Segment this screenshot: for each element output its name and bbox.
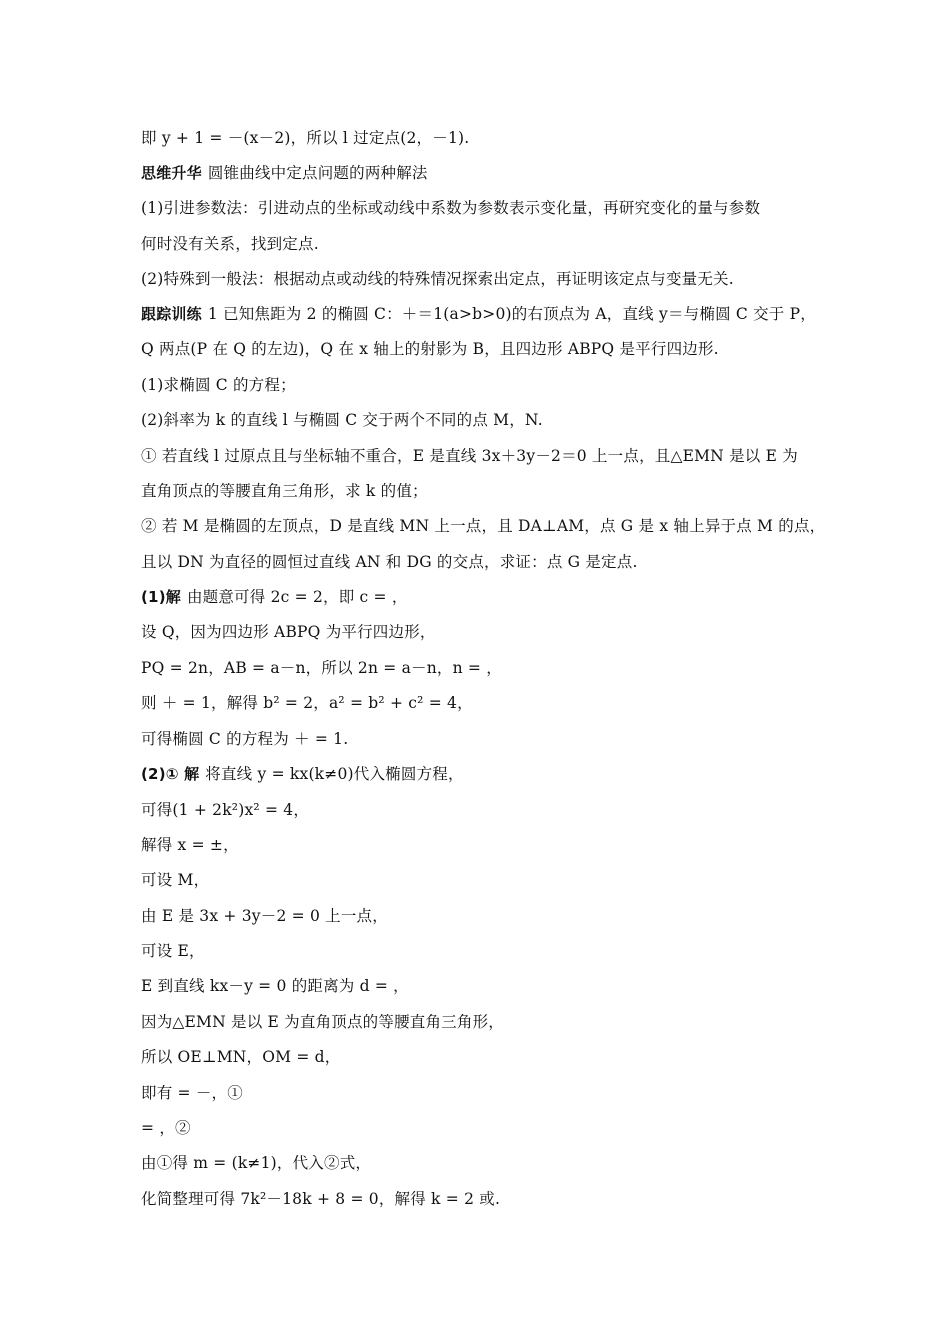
text-line — [141, 128, 469, 148]
solution-label: (1)解 — [141, 588, 181, 606]
text-line — [141, 1047, 341, 1067]
line-text: 可得(1 + 2k²)x² = 4， — [141, 801, 310, 819]
text-line — [141, 446, 798, 466]
line-text: 1 已知焦距为 2 的椭圆 C：＋＝1(a>b>0)的右顶点为 A，直线 y＝与椭圆 C 交于 P， — [207, 305, 816, 323]
line-text: (2)斜率为 k 的直线 l 与椭圆 C 交于两个不同的点 M，N. — [141, 411, 543, 429]
exercise-heading: 跟踪训练 — [141, 305, 202, 323]
text-line — [141, 729, 348, 749]
line-text: ② 若 M 是椭圆的左顶点，D 是直线 MN 上一点，且 DA⊥AM，点 G 是 x 轴上异于点 M 的点， — [141, 517, 826, 535]
text-line — [141, 622, 436, 642]
text-line — [141, 234, 319, 254]
text-line — [141, 481, 428, 501]
text-line — [141, 375, 296, 395]
text-line — [141, 800, 309, 820]
line-text: 可设 M， — [141, 871, 210, 889]
text-line — [141, 1118, 191, 1138]
line-text: 由 E 是 3x + 3y－2 = 0 上一点， — [141, 907, 388, 925]
text-line — [141, 304, 816, 324]
line-text: ① 若直线 l 过原点且与坐标轴不重合，E 是直线 3x＋3y－2＝0 上一点，且△EMN 是以 E 为 — [141, 447, 798, 465]
text-line — [141, 976, 409, 996]
text-line — [141, 1189, 500, 1209]
line-text: 化简整理可得 7k²－18k + 8 = 0，解得 k = 2 或. — [141, 1190, 501, 1208]
text-line — [141, 552, 638, 572]
text-line — [141, 941, 205, 961]
line-text: 所以 OE⊥MN，OM = d， — [141, 1048, 341, 1066]
line-text: 则 ＋ = 1，解得 b² = 2，a² = b² + c² = 4， — [141, 694, 473, 712]
line-text: (1)求椭圆 C 的方程； — [141, 376, 296, 394]
line-text: PQ = 2n，AB = a－n，所以 2n = a－n，n = ， — [141, 659, 502, 677]
line-text: 将直线 y = kx(k≠0)代入椭圆方程， — [205, 765, 464, 783]
line-text: 设 Q，因为四边形 ABPQ 为平行四边形， — [141, 623, 436, 641]
text-line — [141, 764, 464, 784]
line-text: 且以 DN 为直径的圆恒过直线 AN 和 DG 的交点，求证：点 G 是定点. — [141, 553, 638, 571]
line-text: 由①得 m = (k≠1)，代入②式， — [141, 1154, 372, 1172]
text-line — [141, 693, 473, 713]
text-line — [141, 906, 388, 926]
line-text: (2)特殊到一般法：根据动点或动线的特殊情况探索出定点，再证明该定点与变量无关. — [141, 270, 734, 288]
line-text: 即 y + 1 = －(x－2)，所以 l 过定点(2，－1). — [141, 129, 470, 147]
section-heading: 思维升华 — [141, 164, 202, 182]
line-text: 即有 = －，① — [141, 1084, 243, 1102]
line-text: E 到直线 kx－y = 0 的距离为 d = ， — [141, 977, 409, 995]
line-text: 可得椭圆 C 的方程为 ＋ = 1. — [141, 730, 349, 748]
text-line — [141, 339, 719, 359]
line-text: = ，② — [141, 1119, 191, 1137]
text-line — [141, 269, 734, 289]
line-text: 解得 x = ±， — [141, 836, 239, 854]
text-line — [141, 516, 825, 536]
text-line — [141, 658, 502, 678]
text-line — [141, 410, 543, 430]
text-line — [141, 1012, 504, 1032]
text-line — [141, 1153, 371, 1173]
text-line — [141, 198, 760, 218]
line-text: (1)引进参数法：引进动点的坐标或动线中系数为参数表示变化量，再研究变化的量与参数 — [141, 199, 761, 217]
text-line — [141, 870, 209, 890]
line-text: 因为△EMN 是以 E 为直角顶点的等腰直角三角形， — [141, 1013, 504, 1031]
text-line — [141, 163, 428, 183]
text-line — [141, 835, 239, 855]
solution-label: (2)① 解 — [141, 765, 200, 783]
line-text: 何时没有关系，找到定点. — [141, 235, 319, 253]
line-text: 可设 E， — [141, 942, 205, 960]
line-text: 直角顶点的等腰直角三角形，求 k 的值； — [141, 482, 428, 500]
text-line — [141, 587, 408, 607]
text-line — [141, 1083, 243, 1103]
line-text: Q 两点(P 在 Q 的左边)，Q 在 x 轴上的射影为 B，且四边形 ABPQ 是平行四边形. — [141, 340, 719, 358]
line-text: 圆锥曲线中定点问题的两种解法 — [207, 164, 428, 182]
line-text: 由题意可得 2c = 2，即 c = ， — [186, 588, 408, 606]
